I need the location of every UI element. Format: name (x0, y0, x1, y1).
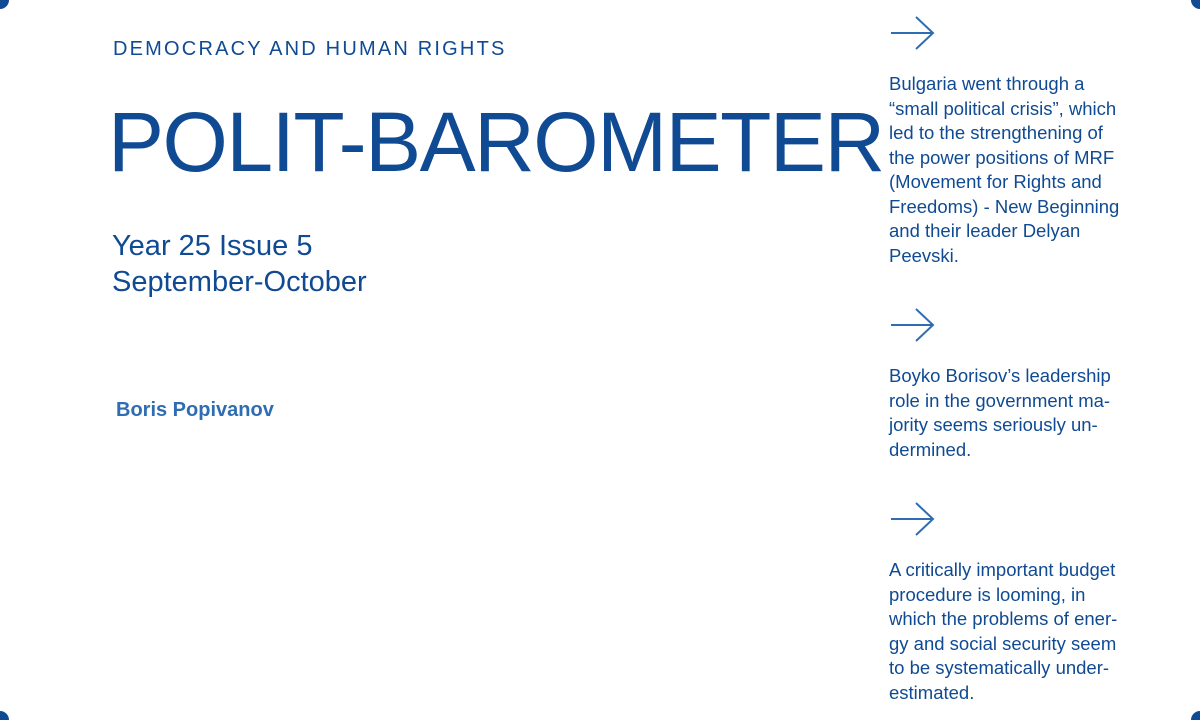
summary-line: estimated. (889, 681, 975, 703)
summary-line: which the problems of ener- (889, 608, 1118, 629)
summary-line: and their leader Delyan (889, 220, 1081, 241)
summary-point (889, 14, 1139, 268)
summary-line: procedure is looming, in (889, 583, 1086, 605)
summary-line: (Movement for Rights and (889, 171, 1102, 192)
summary-line: Boyko Borisov’s leadership (889, 365, 1111, 386)
summary-point (889, 500, 1139, 705)
summary-line: to be systematically under- (889, 657, 1110, 678)
arrow-right-icon (889, 306, 937, 344)
summary-line: Freedoms) - New Beginning (889, 195, 1120, 217)
summary-line: role in the government ma- (889, 389, 1111, 411)
summary-line: jority seems seriously un- (889, 414, 1098, 435)
summary-point (889, 306, 1139, 462)
corner-decoration (0, 0, 9, 9)
summary-line: Bulgaria went through a (889, 73, 1085, 94)
summary-text (889, 558, 1134, 705)
summary-line: led to the strengthening of (889, 122, 1103, 143)
issue-number: Year 25 Issue 5 (112, 230, 313, 262)
summary-line: dermined. (889, 438, 972, 460)
series-kicker: DEMOCRACY AND HUMAN RIGHTS (113, 38, 507, 60)
arrow-right-icon (889, 500, 937, 538)
issue-period: September-October (112, 266, 367, 298)
summary-line: A critically important budget (889, 559, 1116, 580)
page-title: POLIT-BAROMETER (108, 95, 884, 189)
arrow-right-icon (889, 14, 937, 52)
summary-line: “small political crisis”, which (889, 97, 1117, 119)
summary-text (889, 72, 1134, 268)
issue-info (112, 228, 367, 300)
corner-decoration (0, 711, 9, 720)
summary-line: Peevski. (889, 244, 959, 266)
corner-decoration (1191, 0, 1200, 9)
author-name: Boris Popivanov (116, 399, 274, 421)
summary-line: the power positions of MRF (889, 146, 1115, 168)
corner-decoration (1191, 711, 1200, 720)
summary-line: gy and social security seem (889, 632, 1117, 654)
summary-text (889, 364, 1134, 462)
